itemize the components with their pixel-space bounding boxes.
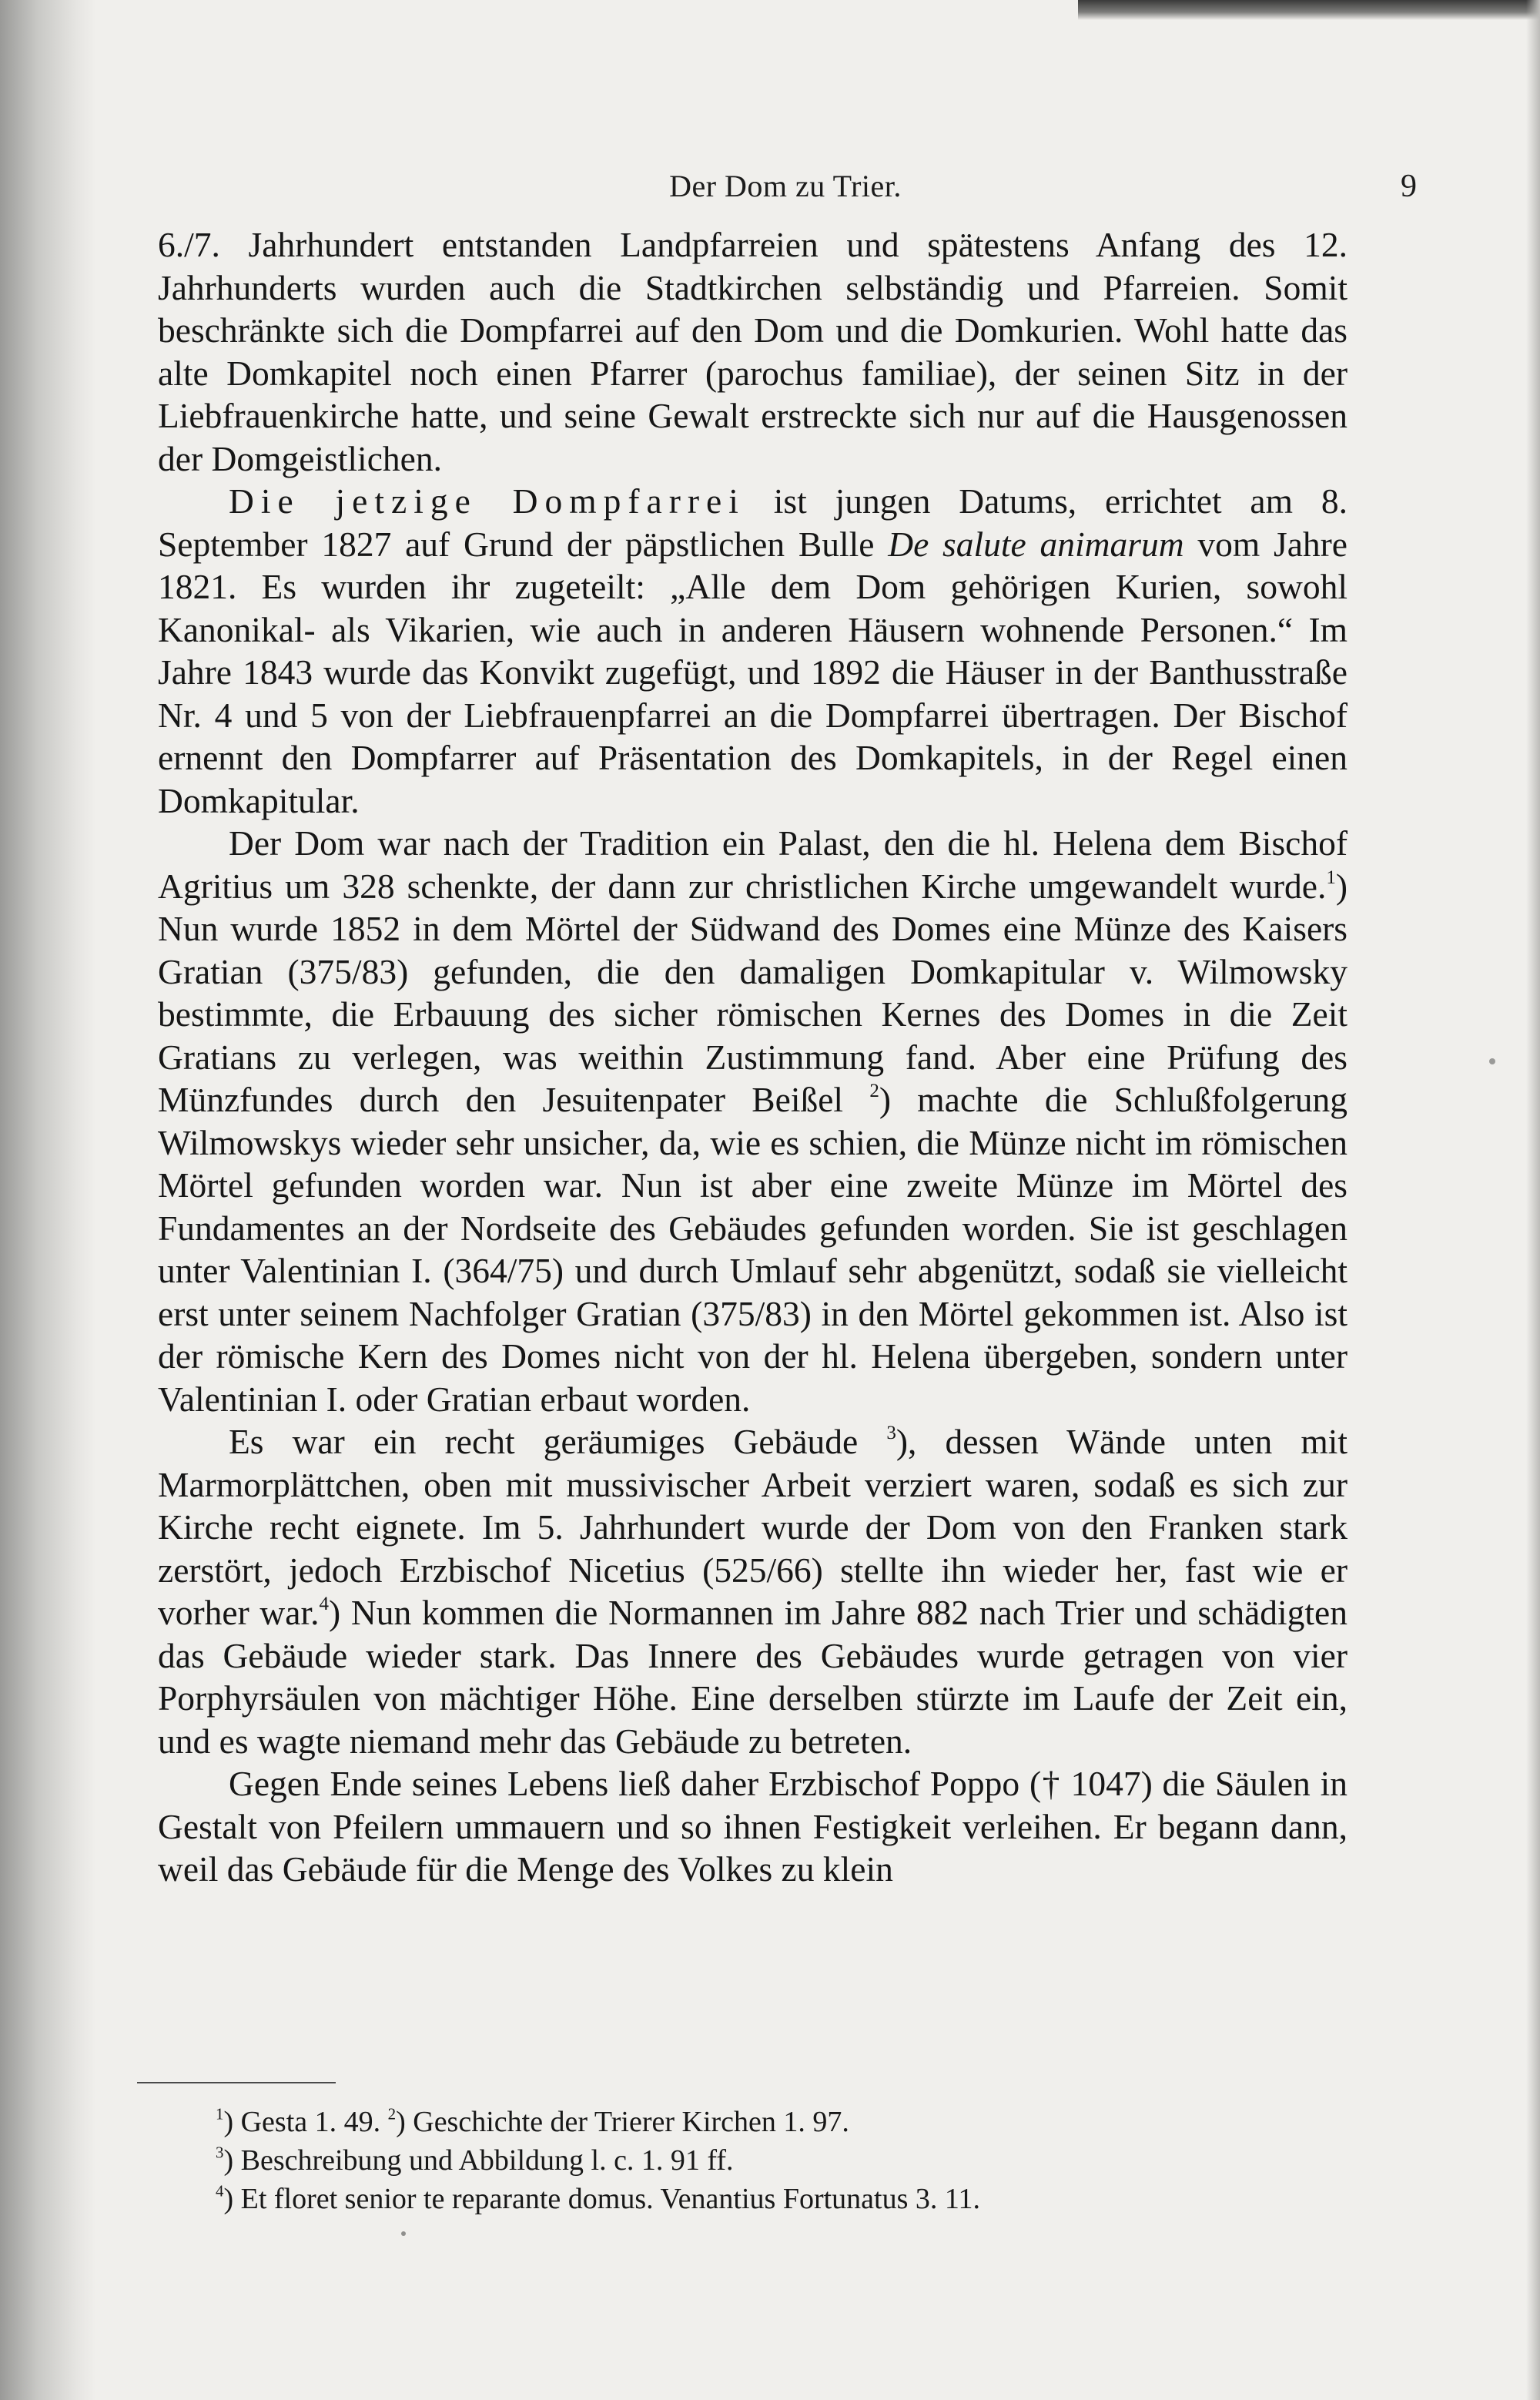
footnote-text: ) Et floret senior te reparante domus. Venantius Fortunatus 3. 11. xyxy=(223,2183,980,2215)
text-run: ), dessen Wände unten mit Marmorplättchen, oben mit mussivischer Arbeit verziert waren, sodaß es sich zur Kirche recht eignete. Im 5. Jahrhundert wurde der Dom von den Franken stark zerstört, jedoch Erzbischof Nicetius (525/66) stellte ihn wieder her, fast wie er vorher war. xyxy=(158,1422,1348,1632)
footnote-text: ) Geschichte der Trierer Kirchen 1. 97. xyxy=(396,2106,849,2138)
text-run: Es war ein recht geräumiges Gebäude xyxy=(229,1422,887,1461)
text-run: ist jungen Datums, errichtet am 8. September 1827 auf Grund der päpstlichen Bulle xyxy=(158,481,1348,564)
running-title: Der Dom zu Trier. xyxy=(669,169,902,203)
text-run: ) machte die Schlußfolgerung Wilmowskys wieder sehr unsicher, da, wie es schien, die Münze nicht im römischen Mörtel gefunden worden war. Nun ist aber eine zweite Münze im Mörtel des Fundamentes an der Nordseite des Gebäudes gefunden worden. Sie ist geschlagen unter Valentinian I. (364/75) und durch Umlauf sehr abgenützt, sodaß sie vielleicht erst unter seinem Nachfolger Gratian (375/83) in den Mörtel gekommen ist. Also ist der römische Kern des Domes nicht von der hl. Helena übergeben, sondern unter Valentinian I. oder Gratian erbaut worden. xyxy=(158,1080,1348,1419)
footnote-marker: 4 xyxy=(216,2181,224,2201)
text-run: ) Nun wurde 1852 in dem Mörtel der Südwand des Domes eine Münze des Kaisers Gratian (375/83) gefunden, die den damaligen Domkapitular v. Wilmowsky bestimmte, die Erbauung des sicher römischen Kernes des Domes in die Zeit Gratians zu verlegen, was weithin Zustimmung fand. Aber eine Prüfung des Münzfundes durch den Jesuitenpater Beißel xyxy=(158,866,1348,1119)
italic-title: De salute animarum xyxy=(888,524,1184,564)
text-run: vom Jahre 1821. Es wurden ihr zugeteilt: „Alle dem Dom gehörigen Kurien, sowohl Kanonikal- als Vikarien, wie auch in anderen Häusern wohnende Personen.“ Im Jahre 1843 wurde das Konvikt zugefügt, und 1892 die Häuser in der Banthusstraße Nr. 4 und 5 von der Liebfrauenpfarrei an die Dompfarrei übertragen. Der Bischof ernennt den Dompfarrer auf Präsentation des Domkapitels, in der Regel einen Domkapitular. xyxy=(158,524,1348,820)
footnote-ref: 1 xyxy=(1326,866,1336,888)
paragraph: Gegen Ende seines Lebens ließ daher Erzbischof Poppo († 1047) die Säulen in Gestalt von Pfeilern ummauern und so ihnen Festigkeit verleihen. Er begann dann, weil das Gebäude für die Menge des Volkes zu klein xyxy=(158,1764,1348,1889)
footnote-text: ) Beschreibung und Abbildung l. c. 1. 91 ff. xyxy=(223,2144,734,2177)
text-run: Der Dom war nach der Tradition ein Palast, den die hl. Helena dem Bischof Agritius um 328 schenkte, der dann zur christlichen Kirche umgewandelt wurde. xyxy=(158,823,1348,906)
footnote-ref: 4 xyxy=(319,1594,330,1615)
footnote-marker: 2 xyxy=(387,2104,397,2123)
footnote-marker: 3 xyxy=(216,2143,224,2162)
footnote-marker: 1 xyxy=(216,2104,224,2123)
paper-speck xyxy=(1489,1058,1495,1064)
page-number: 9 xyxy=(1401,169,1417,204)
footnote-text: ) Gesta 1. 49. xyxy=(223,2106,388,2138)
paper-speck xyxy=(401,2231,406,2236)
footnote-ref: 2 xyxy=(869,1081,879,1102)
spaced-emphasis: Die jetzige Dompfarrei xyxy=(229,481,745,521)
text-run: ) Nun kommen die Normannen im Jahre 882 nach Trier und schädigten das Gebäude wieder stark. Das Innere des Gebäudes wurde getragen von vier Porphyrsäulen von mächtiger Höhe. Eine derselben stürzte im Laufe der Zeit ein, und es wagte niemand mehr das Gebäude zu betreten. xyxy=(158,1593,1348,1761)
footnote-ref: 3 xyxy=(886,1423,896,1444)
paragraph: 6./7. Jahrhundert entstanden Landpfarreien und spätestens Anfang des 12. Jahrhunderts wurden auch die Stadtkirchen selbständig und Pfarreien. Somit beschränkte sich die Dompfarrei auf den Dom und die Domkurien. Wohl hatte das alte Domkapitel noch einen Pfarrer (parochus familiae), der seinen Sitz in der Liebfrauenkirche hatte, und seine Gewalt erstreckte sich nur auf die Hausgenossen der Domgeistlichen. xyxy=(158,225,1348,478)
